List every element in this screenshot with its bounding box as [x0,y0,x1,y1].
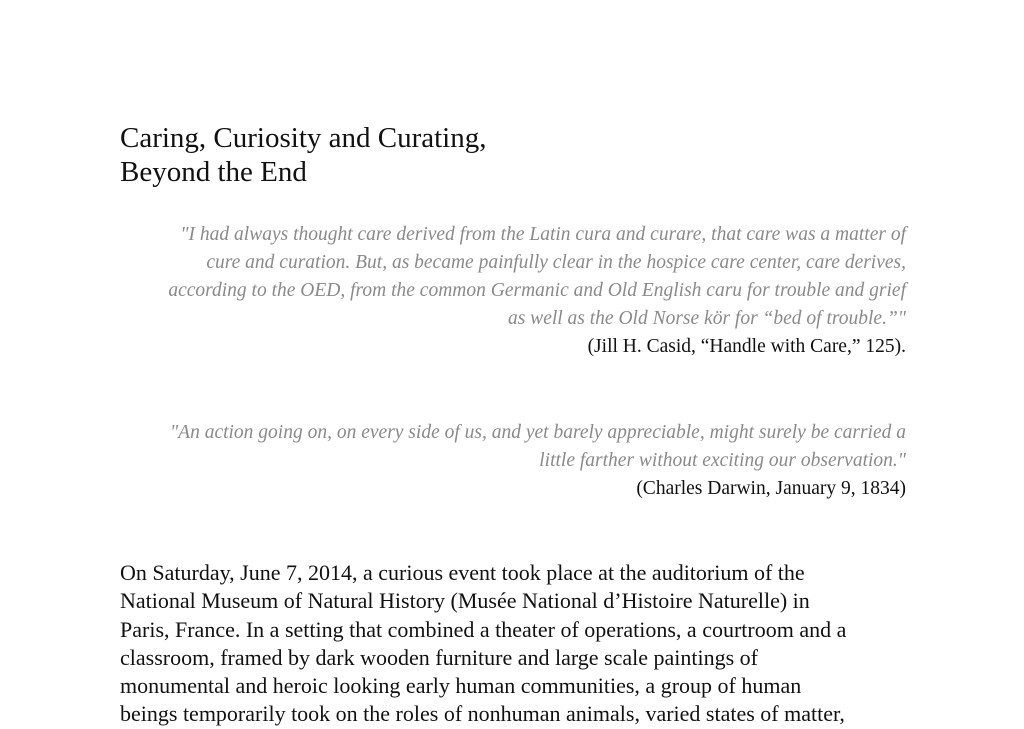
epigraph-citation: (Jill H. Casid, “Handle with Care,” 125). [587,336,906,357]
quote-line: little farther without exciting our observation." [539,450,906,471]
body-paragraph [120,559,920,729]
quote-line: according to the OED, from the common Germanic and Old English caru for trouble and grief [168,280,906,301]
paragraph-line: monumental and heroic looking early human communities, a group of human [120,673,802,699]
epigraph-quote [120,221,906,333]
title-line-1: Caring, Curiosity and Curating, [120,122,487,154]
quote-line: "An action going on, on every side of us, and yet barely appreciable, might surely be carried a [169,422,906,443]
paragraph-line: National Museum of Natural History (Musée National d’Histoire Naturelle) in [120,588,810,614]
quote-line: as well as the Old Norse kör for “bed of trouble.”" [507,308,906,329]
quote-line: cure and curation. But, as became painfully clear in the hospice care center, care derives, [206,252,906,273]
epigraph-quote [120,419,906,475]
paragraph-line: On Saturday, June 7, 2014, a curious event took place at the auditorium of the [120,560,805,585]
paragraph-line: beings temporarily took on the roles of nonhuman animals, varied states of matter, [120,701,845,727]
title-line-2: Beyond the End [120,156,307,188]
paragraph-line: Paris, France. In a setting that combined a theater of operations, a courtroom and a [120,616,847,642]
paragraph-line: classroom, framed by dark wooden furniture and large scale paintings of [120,644,758,670]
epigraph-casid [120,221,906,361]
quote-line: "I had always thought care derived from the Latin cura and curare, that care was a matter of [180,224,906,245]
epigraph-darwin [120,419,906,503]
epigraph-citation: (Charles Darwin, January 9, 1834) [636,478,906,499]
page-title [120,121,487,189]
